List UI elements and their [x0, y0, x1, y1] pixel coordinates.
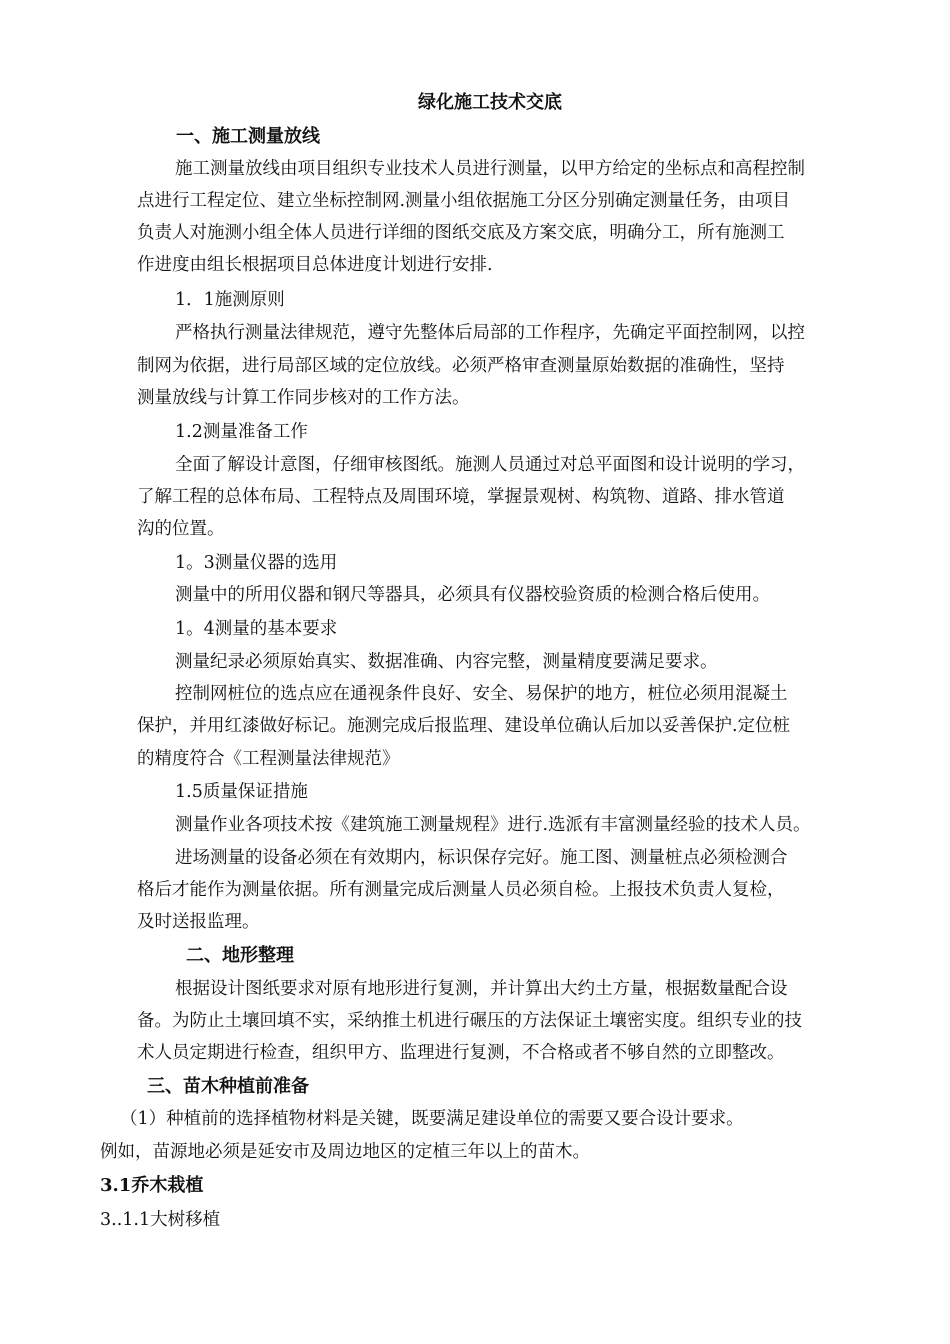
- paragraph-line: 施工测量放线由项目组织专业技术人员进行测量，以甲方给定的坐标点和高程控制: [175, 159, 805, 179]
- heading-survey: 一、施工测量放线: [176, 126, 320, 147]
- paragraph-line: 根据设计图纸要求对原有地形进行复测，并计算出大约土方量，根据数量配合设: [175, 979, 788, 999]
- subheading-1-1: 1．1施测原则: [175, 290, 285, 310]
- paragraph-line: 控制网桩位的选点应在通视条件良好、安全、易保护的地方，桩位必须用混凝土: [175, 684, 788, 704]
- paragraph-line: 了解工程的总体布局、工程特点及周围环境，掌握景观树、构筑物、道路、排水管道: [137, 487, 785, 507]
- paragraph-line: 保护，并用红漆做好标记。施测完成后报监理、建设单位确认后加以妥善保护.定位桩: [137, 716, 791, 736]
- paragraph-line: 沟的位置。: [137, 519, 225, 539]
- paragraph-line: 作进度由组长根据项目总体进度计划进行安排.: [137, 255, 493, 275]
- heading-terrain: 二、地形整理: [186, 945, 294, 966]
- paragraph-line: 及时送报监理。: [137, 912, 260, 932]
- paragraph-line: 术人员定期进行检查，组织甲方、监理进行复测，不合格或者不够自然的立即整改。: [137, 1043, 785, 1063]
- paragraph-line: 测量纪录必须原始真实、数据准确、内容完整，测量精度要满足要求。: [175, 652, 718, 672]
- subheading-1-5: 1.5质量保证措施: [175, 782, 308, 802]
- paragraph-line: 例如，苗源地必须是延安市及周边地区的定植三年以上的苗木。: [100, 1142, 590, 1162]
- paragraph-line: 备。为防止土壤回填不实，采纳推土机进行碾压的方法保证土壤密实度。组织专业的技: [137, 1011, 802, 1031]
- paragraph-line: 测量放线与计算工作同步核对的工作方法。: [137, 388, 470, 408]
- subheading-3-1-1: 3..1.1大树移植: [100, 1210, 221, 1230]
- heading-seedling-prep: 三、苗木种植前准备: [147, 1076, 309, 1097]
- subheading-3-1: 3.1乔木栽植: [100, 1175, 204, 1196]
- document-title: 绿化施工技术交底: [418, 92, 562, 113]
- paragraph-line: 格后才能作为测量依据。所有测量完成后测量人员必须自检。上报技术负责人复检，: [137, 880, 785, 900]
- paragraph-line: 进场测量的设备必须在有效期内，标识保存完好。施工图、测量桩点必须检测合: [175, 848, 788, 868]
- paragraph-line: 点进行工程定位、建立坐标控制网.测量小组依据施工分区分别确定测量任务，由项目: [137, 191, 791, 211]
- paragraph-line: 严格执行测量法律规范，遵守先整体后局部的工作程序，先确定平面控制网，以控: [175, 323, 805, 343]
- subheading-1-2: 1.2测量准备工作: [175, 422, 308, 442]
- paragraph-line: （1）种植前的选择植物材料是关键，既要满足建设单位的需要又要合设计要求。: [120, 1109, 744, 1129]
- paragraph-line: 的精度符合《工程测量法律规范》: [137, 749, 400, 769]
- paragraph-line: 测量作业各项技术按《建筑施工测量规程》进行.选派有丰富测量经验的技术人员。: [175, 815, 811, 835]
- paragraph-line: 负责人对施测小组全体人员进行详细的图纸交底及方案交底，明确分工，所有施测工: [137, 223, 785, 243]
- subheading-1-4: 1。4测量的基本要求: [175, 619, 338, 639]
- paragraph-line: 制网为依据，进行局部区域的定位放线。必须严格审查测量原始数据的准确性，坚持: [137, 356, 785, 376]
- paragraph-line: 测量中的所用仪器和钢尺等器具，必须具有仪器校验资质的检测合格后使用。: [175, 585, 770, 605]
- paragraph-line: 全面了解设计意图，仔细审核图纸。施测人员通过对总平面图和设计说明的学习，: [175, 455, 805, 475]
- subheading-1-3: 1。3测量仪器的选用: [175, 553, 338, 573]
